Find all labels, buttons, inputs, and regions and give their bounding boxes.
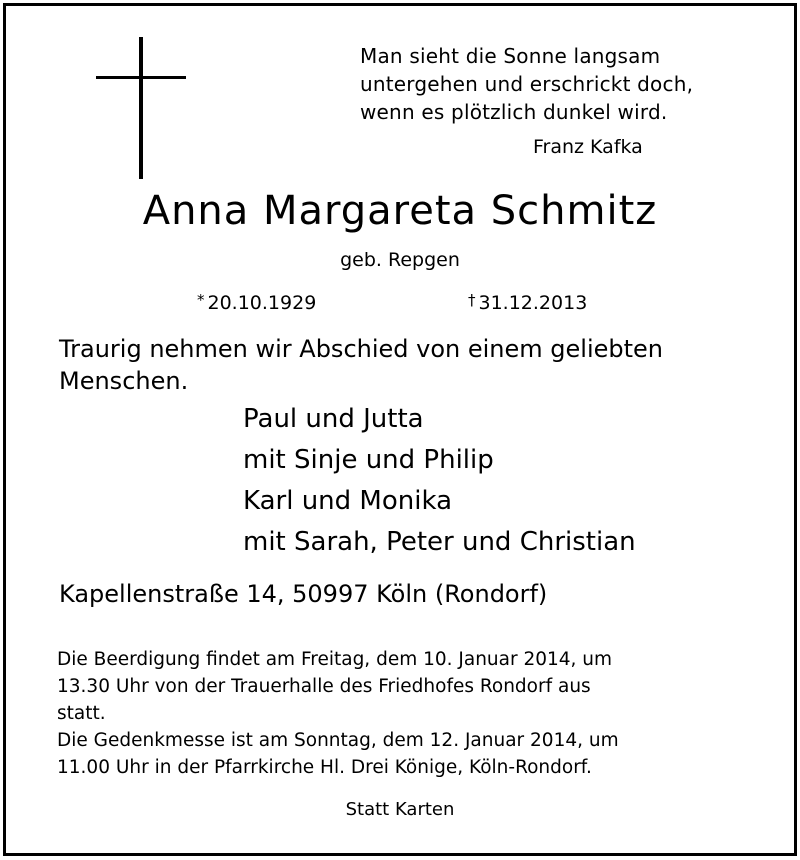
cross-horizontal-bar xyxy=(96,76,186,79)
family-list xyxy=(243,399,636,563)
birth-date-line xyxy=(197,291,316,314)
family-member: Paul und Jutta xyxy=(243,404,424,434)
quote-line: Man sieht die Sonne langsam xyxy=(360,44,661,68)
notice-line: Die Beerdigung findet am Freitag, dem 10. Januar 2014, um xyxy=(57,649,613,670)
family-member: Karl und Monika xyxy=(243,486,453,516)
address: Kapellenstraße 14, 50997 Köln (Rondorf) xyxy=(59,580,548,608)
funeral-notice xyxy=(57,646,619,781)
closing-note: Statt Karten xyxy=(345,799,455,820)
birth-name: geb. Repgen xyxy=(340,249,460,271)
quote-line: wenn es plötzlich dunkel wird. xyxy=(360,100,668,124)
farewell-text: Traurig nehmen wir Abschied von einem geliebten Menschen. xyxy=(59,335,664,395)
quote xyxy=(360,42,693,126)
notice-line: Die Gedenkmesse ist am Sonntag, dem 12. Januar 2014, um xyxy=(57,730,619,751)
death-cross-icon: † xyxy=(468,291,476,309)
quote-line: untergehen und erschrickt doch, xyxy=(360,72,694,96)
family-member: mit Sinje und Philip xyxy=(243,445,494,475)
notice-line: 11.00 Uhr in der Pfarrkirche Hl. Drei Könige, Köln-Rondorf. xyxy=(57,757,592,778)
birth-star-icon: * xyxy=(197,291,205,309)
birth-date: 20.10.1929 xyxy=(207,292,317,314)
family-member: mit Sarah, Peter und Christian xyxy=(243,527,636,557)
deceased-name: Anna Margareta Schmitz xyxy=(142,188,658,234)
notice-line: 13.30 Uhr von der Trauerhalle des Friedhofes Rondorf aus xyxy=(57,676,591,697)
notice-line: statt. xyxy=(57,703,106,724)
cross-vertical-bar xyxy=(139,37,143,179)
death-date-line xyxy=(468,291,587,314)
death-date: 31.12.2013 xyxy=(478,292,588,314)
quote-author: Franz Kafka xyxy=(533,136,643,158)
